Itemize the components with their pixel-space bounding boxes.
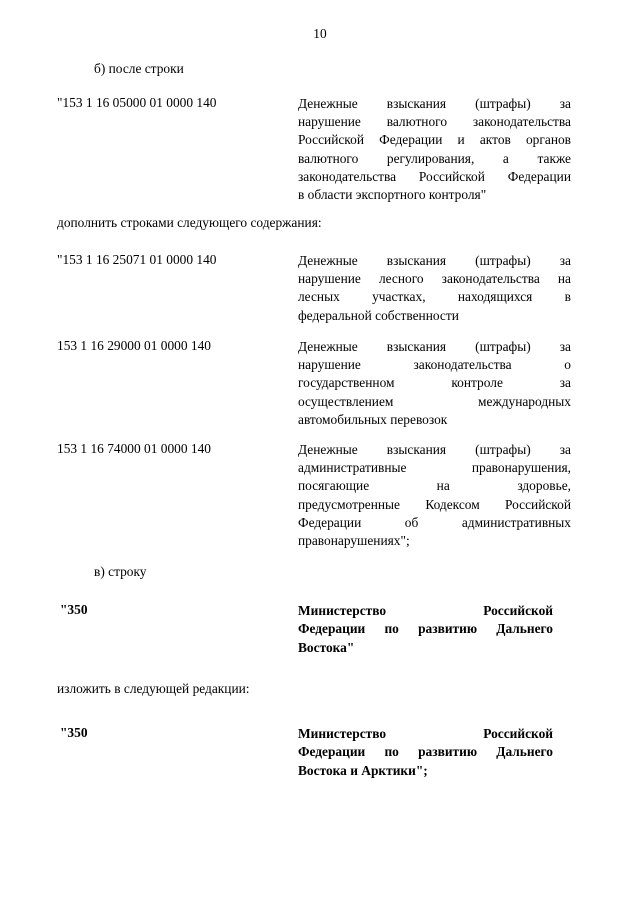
item-b-intro: б) после строки	[94, 61, 184, 76]
kbk-description-2	[298, 252, 571, 325]
description-line: законодательства Российской Федерации	[298, 168, 571, 184]
description-line: нарушение законодательства о	[298, 357, 571, 373]
kbk-description-3	[298, 338, 571, 429]
description-line: нарушение лесного законодательства на	[298, 271, 571, 287]
description-line: Денежные взыскания (штрафы) за	[298, 442, 571, 457]
description-line: административные правонарушения,	[298, 460, 571, 476]
ministry-name-line: Востока"	[298, 639, 355, 655]
description-line: осуществлением международных	[298, 393, 571, 409]
item-v-intro: в) строку	[94, 564, 147, 579]
kbk-code-2: "153 1 16 25071 01 0000 140	[57, 252, 217, 267]
kbk-code-3: 153 1 16 29000 01 0000 140	[57, 338, 211, 353]
ministry-name-old	[298, 602, 553, 657]
ministry-name-new	[298, 725, 553, 780]
description-line: Российской Федерации и актов органов	[298, 132, 571, 148]
description-line: валютного регулирования, а также	[298, 150, 571, 166]
description-line: лесных участках, находящихся в	[298, 289, 571, 305]
description-line: государственном контроле за	[298, 375, 571, 391]
description-line: автомобильных перевозок	[298, 411, 448, 427]
ministry-name-line: Федерации по развитию Дальнего	[298, 744, 553, 760]
description-line: Денежные взыскания (штрафы) за	[298, 339, 571, 354]
description-line: предусмотренные Кодексом Российской	[298, 496, 571, 512]
kbk-description-1	[298, 95, 571, 204]
kbk-description-4	[298, 441, 571, 550]
description-line: Денежные взыскания (штрафы) за	[298, 96, 571, 111]
ministry-code-new: "350	[60, 725, 88, 740]
page-number: 10	[313, 26, 327, 41]
ministry-name-line: Востока и Арктики";	[298, 762, 428, 778]
description-line: в области экспортного контроля"	[298, 187, 487, 203]
ministry-name-line: Федерации по развитию Дальнего	[298, 621, 553, 637]
kbk-code-4: 153 1 16 74000 01 0000 140	[57, 441, 211, 456]
restate-intro: изложить в следующей редакции:	[57, 681, 250, 696]
ministry-name-line: Министерство Российской	[298, 726, 553, 741]
ministry-name-line: Министерство Российской	[298, 603, 553, 618]
supplement-intro: дополнить строками следующего содержания:	[57, 215, 322, 230]
description-line: Федерации об административных	[298, 514, 571, 530]
description-line: нарушение валютного законодательства	[298, 114, 571, 130]
kbk-code-1: "153 1 16 05000 01 0000 140	[57, 95, 217, 110]
description-line: Денежные взыскания (штрафы) за	[298, 253, 571, 268]
description-line: посягающие на здоровье,	[298, 478, 571, 494]
description-line: федеральной собственности	[298, 307, 459, 323]
ministry-code-old: "350	[60, 602, 88, 617]
description-line: правонарушениях";	[298, 533, 410, 549]
